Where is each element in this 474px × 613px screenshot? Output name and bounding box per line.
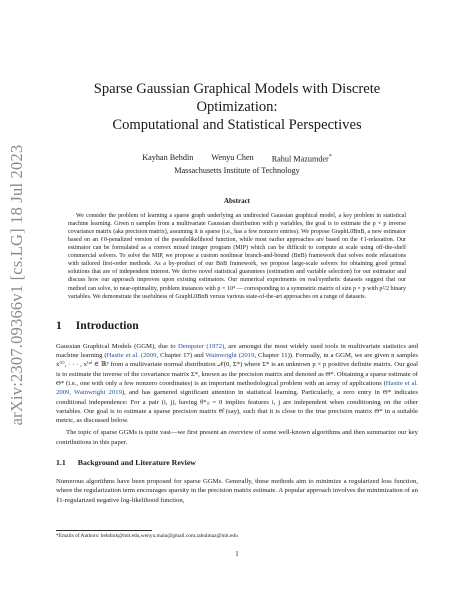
author-name: Wenyu Chen <box>211 153 254 162</box>
background-paragraph-1: Numerous algorithms have been proposed for sparse GGMs. Generally, these methods aim to minimize a regularized loss function, where the regularization term encourages sparsity in the precision matrix estimate. A popular approach involves the minimization of an ℓ1-regularized negative log-likelihood function, <box>56 478 418 504</box>
author-name: Kayhan Behdin <box>142 153 194 162</box>
title-line-2: Computational and Statistical Perspectives <box>112 117 362 133</box>
author-emails-footnote: *Emails of Authors: behdink@mit.edu,wenyu.main@gmail.com,rahulmaz@mit.edu <box>56 533 238 539</box>
citation-link[interactable]: Dempster (1972) <box>177 342 225 350</box>
arxiv-identifier-stamp <box>4 70 30 500</box>
author-names <box>56 152 418 165</box>
subsection-title: Background and Literature Review <box>77 458 196 468</box>
author-block <box>56 152 418 176</box>
author-footnote-mark: * <box>328 154 332 160</box>
section-number: 1 <box>56 318 62 332</box>
intro-paragraph-1: Gaussian Graphical Models (GGM), due to Dempster (1972), are amongst the most widely used tools in multivariate statistics and machine learning (Hastie et al. (2009, Chapter 17) and Wainwright (2019, Chapter 11)). Formally, in a GGM, we are given n samples x⁽¹⁾, · · · , x⁽ⁿ⁾ ∈ ℝᵖ from a multivariate normal distribution 𝒩(0, Σ*) where Σ* is an unknown p × p positive definite matrix. Our goal is to estimate the inverse of the covariance matrix Σ*, known as the precision matrix and denoted as Θ*. Obtaining a sparse estimate of Θ* (i.e., one with only a few nonzero coordinates) is an important methodological problem with an array of applications (Hastie et al. 2009, Wainwright 2019), and has garnered significant attention in statistical learning. Particularly, a zero entry in Θ* indicates conditional independence: For a pair (i, j), having θ*ᵢⱼ = 0 implies features i, j are independent when conditioning on the other variables. Our goal is to estimate a sparse precision matrix Θ̂ (say), such that it is close to the true precision matrix Θ* in a suitable metric, as discussed below. <box>56 342 418 425</box>
subsection-number: 1.1 <box>56 458 66 468</box>
footnote-divider <box>56 530 152 531</box>
citation-link[interactable]: Hastie et al. 2009, Wainwright 2019 <box>56 379 418 397</box>
citation-link[interactable]: Hastie et al. (2009 <box>106 352 157 360</box>
abstract-heading: Abstract <box>223 196 251 205</box>
author-affiliation: Massachusetts Institute of Technology <box>174 165 300 175</box>
page-number: 1 <box>235 551 239 558</box>
arxiv-identifier-text: arXiv:2307.09366v1 [cs.LG] 18 Jul 2023 <box>7 144 26 426</box>
title-line-1: Sparse Gaussian Graphical Models with Discrete Optimization: <box>93 81 381 115</box>
author-name: Rahul Mazumder* <box>271 154 332 164</box>
paper-content <box>56 80 418 505</box>
intro-paragraph-2: The topic of sparse GGMs is quite vast—we first present an overview of some well-known algorithms and then summarize our key contributions in this paper. <box>56 429 418 446</box>
section-heading-introduction <box>56 319 418 332</box>
abstract-body: We consider the problem of learning a sparse graph underlying an undirected Gaussian graphical model, a key problem in statistical machine learning. Given n samples from a multivariate Gaussian distribution with p variables, the goal is to estimate the p × p inverse covariance matrix (aka precision matrix), assuming it is sparse (i.e., has a few nonzero entries). We propose GraphL0BnB, a new estimator based on an ℓ0-penalized version of the pseudolikelihood function, while most earlier approaches are based on the ℓ1-relaxation. Our estimator can be formulated as a convex mixed integer program (MIP) which can be difficult to compute at scale using off-the-shelf commercial solvers. To solve the MIP, we propose a custom nonlinear branch-and-bound (BnB) framework that solves node relaxations with tailored first-order methods. As a by-product of our BnB framework, we propose large-scale solvers for obtaining good primal solutions that are of independent interest. We derive novel statistical guarantees (estimation and variable selection) for our estimator and discuss how our approach improves upon existing estimators. Our numerical experiments on real/synthetic datasets suggest that our method can solve, to near-optimality, problem instances with p = 10⁴ — corresponding to a symmetric matrix of size p × p with p²/2 binary variables. We demonstrate the usefulness of GraphL0BnB versus various state-of-the-art approaches on a range of datasets. <box>68 212 406 300</box>
subsection-heading-background <box>56 458 418 467</box>
section-title: Introduction <box>75 318 139 332</box>
citation-link[interactable]: Wainwright (2019 <box>205 352 255 360</box>
paper-title <box>56 80 418 134</box>
